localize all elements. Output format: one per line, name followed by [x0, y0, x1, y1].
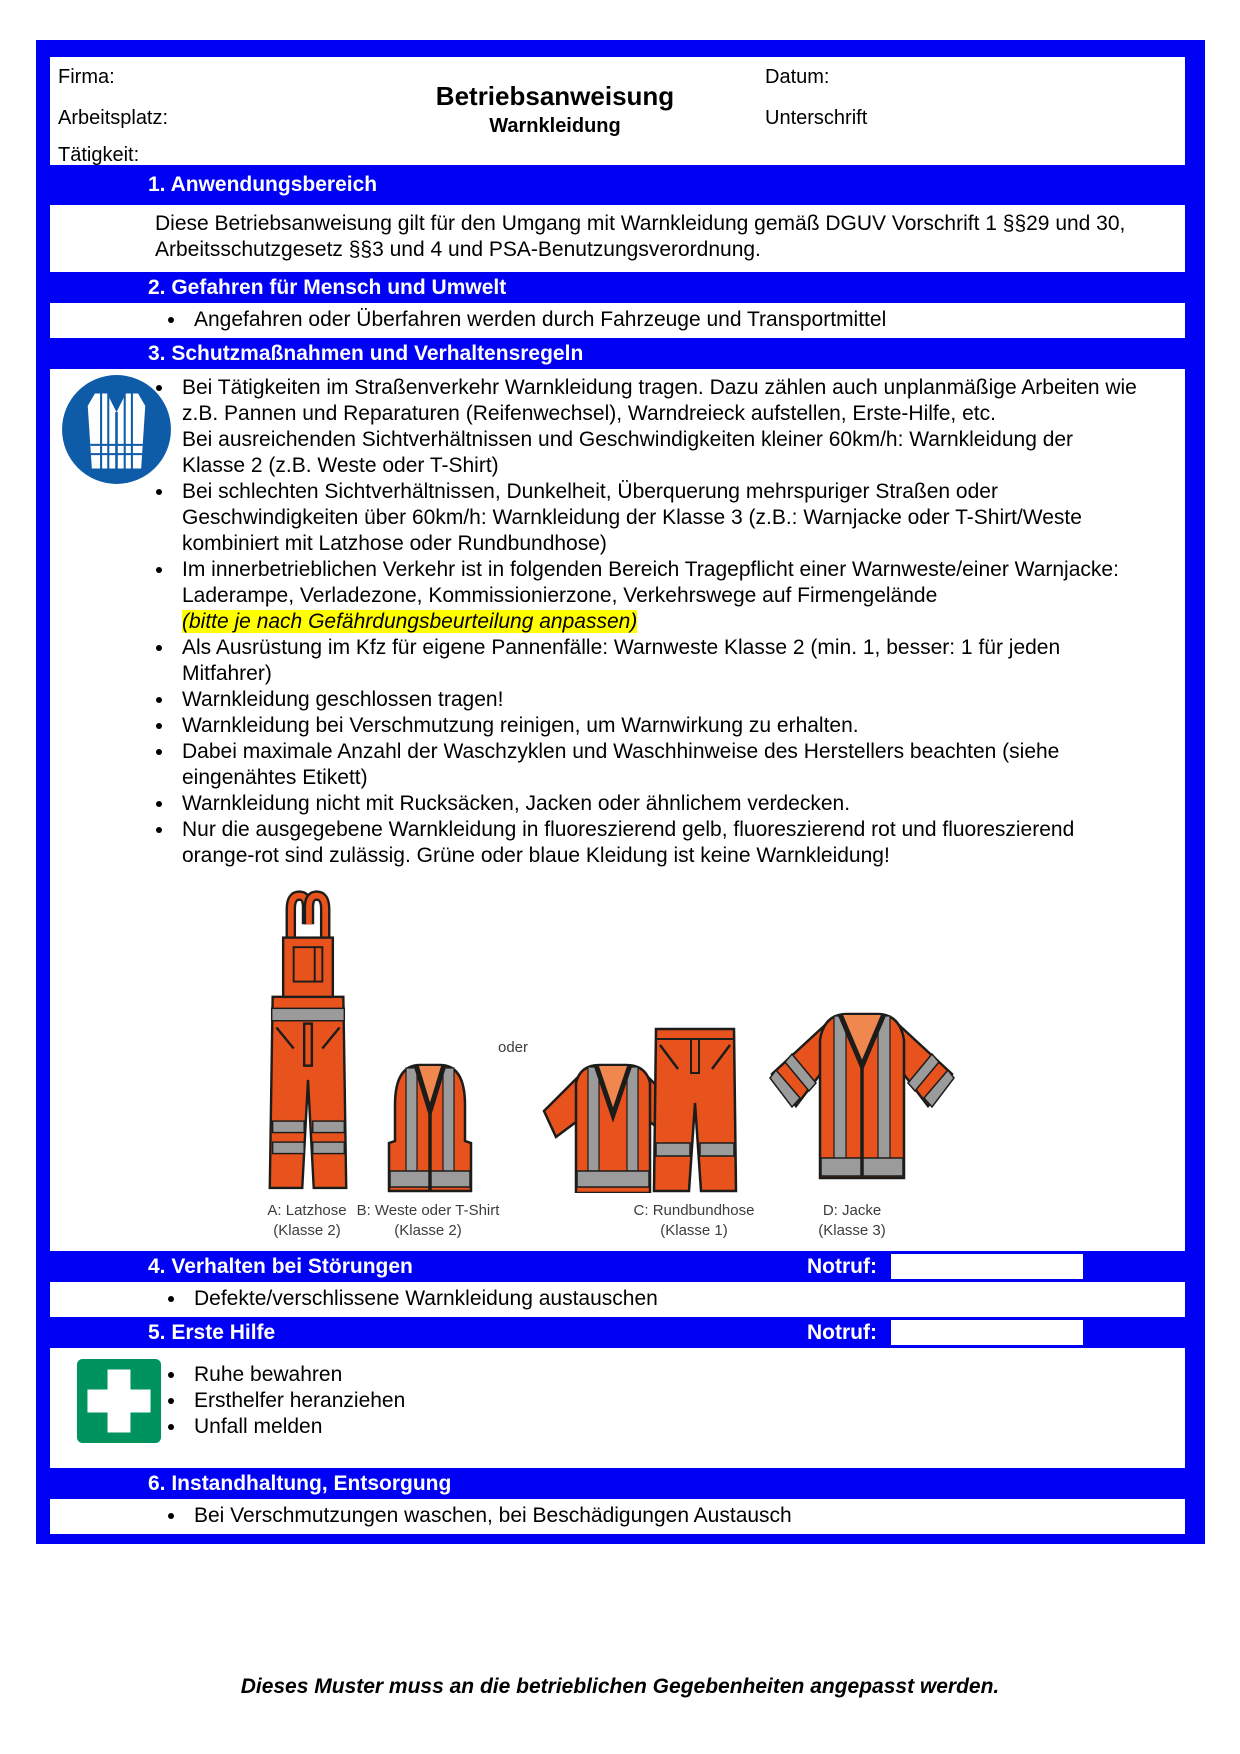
section-3-title: 3. Schutzmaßnahmen und Verhaltensregeln — [148, 341, 584, 365]
list-item — [168, 1362, 1155, 1388]
section-2-title: 2. Gefahren für Mensch und Umwelt — [148, 275, 507, 299]
section-3-header-bar — [36, 338, 1205, 369]
notruf-label-stoerungen: Notruf: — [807, 1254, 877, 1278]
warnjacke-image — [762, 997, 962, 1193]
section-2-body — [50, 303, 1185, 338]
garment-label-d — [757, 1201, 947, 1241]
list-item — [168, 1286, 1155, 1312]
rundbundhose-image — [650, 1023, 740, 1193]
garment-class: (Klasse 2) — [394, 1222, 462, 1239]
latzhose-image — [265, 881, 351, 1193]
bullet-dot — [156, 749, 162, 755]
page-subtitle: Warnkleidung — [489, 115, 621, 137]
section-1-title: 1. Anwendungsbereich — [148, 173, 378, 196]
garment-class: (Klasse 2) — [273, 1222, 341, 1239]
section-3-bullet-list — [156, 375, 1139, 869]
list-item — [168, 307, 1155, 333]
bullet-text: Bei Verschmutzungen waschen, bei Beschädigungen Austausch — [194, 1504, 792, 1527]
list-item — [156, 635, 1139, 687]
bullet-text: Als Ausrüstung im Kfz für eigene Pannenfälle: Warnweste Klasse 2 (min. 1, besser: 1 für jeden Mitfahrer) — [182, 636, 1061, 685]
list-item — [156, 791, 1139, 817]
warnweste-mandatory-sign-icon — [60, 373, 173, 486]
bullet-dot — [156, 645, 162, 651]
bullet-text — [182, 557, 1139, 635]
garment-name: B: Weste oder T-Shirt — [356, 1202, 500, 1219]
bullet-text-main: Im innerbetrieblichen Verkehr ist in folgenden Bereich Tragepflicht einer Warnweste/einer Warnjacke: Laderampe, Verladezone, Kommissionierzone, Verkehrswege auf Firmengelände — [182, 558, 1119, 607]
section-4-header-bar — [36, 1251, 1205, 1282]
arbeitsplatz-label: Arbeitsplatz: — [58, 107, 169, 129]
bullet-text: Warnkleidung nicht mit Rucksäcken, Jacken oder ähnlichem verdecken. — [182, 792, 851, 815]
bullet-dot — [156, 801, 162, 807]
list-item — [156, 375, 1139, 427]
bullet-text: Unfall melden — [194, 1415, 323, 1438]
bullet-text: Nur die ausgegebene Warnkleidung in fluoreszierend gelb, fluoreszierend rot und fluoreszierend orange-rot sind zulässig. Grüne oder blaue Kleidung ist keine Warnkleidung! — [182, 818, 1075, 867]
list-item — [168, 1388, 1155, 1414]
garment-class: (Klasse 1) — [660, 1222, 728, 1239]
section-6-body — [50, 1499, 1185, 1534]
bullet-text: Bei Tätigkeiten im Straßenverkehr Warnkleidung tragen. Dazu zählen auch unplanmäßige Arbeiten wie z.B. Pannen und Reparaturen (Reifenwechsel), Warndreieck aufstellen, Erste-Hilfe, etc. — [182, 376, 1137, 425]
highlight-line — [182, 609, 1139, 635]
section-4-body — [50, 1282, 1185, 1317]
section-6-header-bar — [36, 1468, 1205, 1499]
notruf-label-erste-hilfe: Notruf: — [807, 1320, 877, 1344]
page-title: Betriebsanweisung — [435, 81, 675, 111]
garment-name: D: Jacke — [822, 1202, 882, 1219]
section-5-body — [50, 1348, 1185, 1468]
footer-note: Dieses Muster muss an die betrieblichen Gegebenheiten angepasst werden. — [240, 1675, 1000, 1698]
bullet-dot — [168, 1398, 174, 1404]
notruf-input-stoerungen[interactable] — [891, 1254, 1083, 1279]
unterschrift-label: Unterschrift — [765, 107, 868, 129]
bullet-text: Warnkleidung bei Verschmutzung reinigen, um Warnwirkung zu erhalten. — [182, 714, 859, 737]
list-item — [168, 1503, 1155, 1529]
bullet-dot — [156, 697, 162, 703]
bullet-text: Warnkleidung geschlossen tragen! — [182, 688, 504, 711]
highlighted-note: (bitte je nach Gefährdungsbeurteilung anpassen) — [182, 610, 638, 633]
bullet-dot — [156, 567, 162, 573]
bullet-text: Bei ausreichenden Sichtverhältnissen und Geschwindigkeiten kleiner 60km/h: Warnkleidung der Klasse 2 (z.B. Weste oder T-Shirt) — [182, 428, 1074, 477]
bullet-dot — [168, 1296, 174, 1302]
bullet-dot — [156, 723, 162, 729]
list-item — [156, 687, 1139, 713]
list-item — [156, 739, 1139, 791]
list-item — [168, 1414, 1155, 1440]
garment-name: C: Rundbundhose — [633, 1202, 755, 1219]
section-5-title: 5. Erste Hilfe — [148, 1320, 276, 1344]
section-6-title: 6. Instandhaltung, Entsorgung — [148, 1471, 452, 1495]
garment-class: (Klasse 3) — [818, 1222, 886, 1239]
bullet-text: Ersthelfer heranziehen — [194, 1389, 406, 1412]
oder-label: oder — [498, 1039, 529, 1056]
bullet-dot — [156, 827, 162, 833]
garment-name: A: Latzhose — [267, 1202, 347, 1219]
bullet-dot — [168, 317, 174, 323]
bullet-dot — [156, 489, 162, 495]
list-item — [156, 479, 1139, 557]
firma-label: Firma: — [58, 66, 115, 88]
document-frame — [36, 40, 1205, 1544]
taetigkeit-label: Tätigkeit: — [58, 144, 140, 166]
garment-label-b — [333, 1201, 523, 1241]
bullet-dot — [168, 1513, 174, 1519]
section-3-body — [50, 369, 1185, 1251]
list-item — [156, 713, 1139, 739]
bullet-text: Ruhe bewahren — [194, 1363, 343, 1386]
bullet-text: Bei schlechten Sichtverhältnissen, Dunkelheit, Überquerung mehrspuriger Straßen oder Geschwindigkeiten über 60km/h: Warnkleidung der Klasse 3 (z.B.: Warnjacke oder T-Shirt/Weste kombiniert mit Latzhose oder Rundbundhose) — [182, 480, 1082, 555]
section-1-header-bar — [36, 165, 1205, 205]
list-item — [156, 557, 1139, 635]
bullet-text: Dabei maximale Anzahl der Waschzyklen und Waschhinweise des Herstellers beachten (siehe eingenähtes Etikett) — [182, 740, 1060, 789]
bullet-dot — [168, 1424, 174, 1430]
section-5-header-bar — [36, 1317, 1205, 1348]
section-4-title: 4. Verhalten bei Störungen — [148, 1254, 413, 1278]
section-1-body: Diese Betriebsanweisung gilt für den Umgang mit Warnkleidung gemäß DGUV Vorschrift 1 §§29 und 30, Arbeitsschutzgesetz §§3 und 4 und PSA-Benutzungsverordnung. — [50, 205, 1185, 272]
list-item — [156, 817, 1139, 869]
bullet-text: Angefahren oder Überfahren werden durch Fahrzeuge und Transportmittel — [194, 308, 887, 331]
section-2-header-bar — [36, 272, 1205, 303]
bullet-text: Defekte/verschlissene Warnkleidung austauschen — [194, 1287, 658, 1310]
list-item — [156, 427, 1139, 479]
bullet-dot — [168, 1372, 174, 1378]
warnkleidung-figure — [50, 873, 1185, 1251]
document-header — [50, 57, 1185, 165]
notruf-input-erste-hilfe[interactable] — [891, 1320, 1083, 1345]
warnweste-image — [380, 1053, 480, 1193]
first-aid-cross-icon — [76, 1358, 162, 1444]
datum-label: Datum: — [765, 66, 830, 88]
section-5-bullet-list — [168, 1362, 1155, 1440]
